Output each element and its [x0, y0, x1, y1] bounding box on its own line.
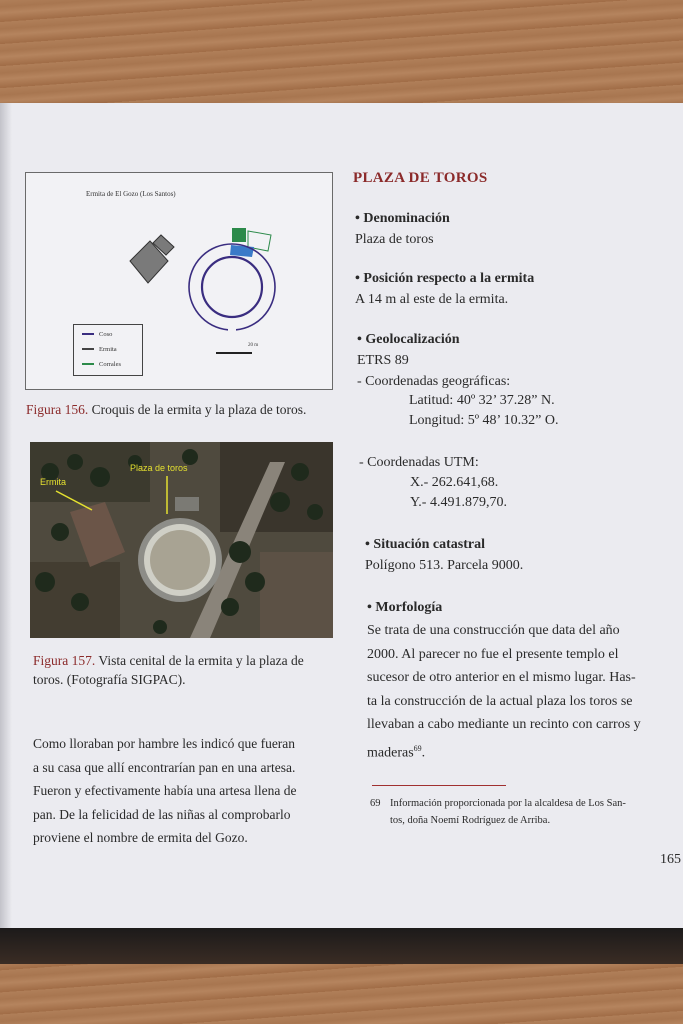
situacion-catastral-heading: • Situación catastral	[365, 537, 486, 552]
posicion-heading: • Posición respecto a la ermita	[355, 271, 535, 286]
morfologia-paragraph: Se trata de una construcción que data del año 2000. Al parecer no fue el presente templo el sucesor de otro anterior en el mismo lugar. Has- ta la construcción de la actual plaza los toros se llevaban a cabo mediante un recinto con carros y maderas$^{69}$.	[367, 619, 680, 765]
morfologia-heading: • Morfología	[367, 600, 443, 615]
page-number: 165	[660, 852, 681, 867]
denominacion-heading: • Denominación	[355, 211, 450, 226]
geo-datum: ETRS 89	[357, 353, 409, 368]
figure-156-caption	[26, 400, 306, 419]
label-ermita: Ermita	[40, 477, 67, 487]
footnote-rule	[372, 785, 506, 786]
morfologia-last-line: maderas$^{69}$.	[367, 743, 426, 761]
label-plaza-de-toros: Plaza de toros	[130, 463, 188, 473]
posicion-text: A 14 m al este de la ermita.	[355, 292, 509, 307]
scale-bar	[216, 352, 252, 354]
footnote-number: 69	[370, 798, 381, 809]
caption-line-1: Figura 157. Vista cenital de la ermita y la plaza de	[33, 653, 304, 668]
footnote-reference: 69	[413, 743, 422, 753]
utm-label: - Coordenadas UTM:	[359, 455, 479, 470]
legend-item-corrales: Corrales	[74, 358, 142, 370]
hermitage-shape	[130, 235, 174, 283]
legend-swatch	[82, 348, 94, 350]
denominacion-text: Plaza de toros	[355, 232, 434, 247]
geolocalizacion-heading: • Geolocalización	[357, 332, 460, 347]
footnote: 69 Información proporcionada por la alcaldesa de Los San- tos, doña Noemí Rodríguez de Arriba.	[370, 795, 682, 829]
caption-line-2: toros. (Fotografía SIGPAC).	[33, 672, 186, 687]
page-spine-shadow	[0, 103, 12, 943]
caption-text: Croquis de la ermita y la plaza de toros.	[91, 402, 307, 417]
sketch-legend	[73, 324, 143, 376]
left-body-paragraph: Como lloraban por hambre les indicó que fueran a su casa que allí encontrarían pan en una artesa. Fueron y efectivamente había una artesa llena de pan. De la felicidad de las niñas al comprobarlo proviene el nombre de ermita del Gozo.	[33, 736, 297, 845]
figure-157-aerial-photo	[30, 442, 333, 638]
utm-y: Y.- 4.491.879,70.	[410, 495, 507, 510]
geo-coords-label: - Coordenadas geográficas:	[357, 374, 511, 389]
figure-157-caption	[33, 651, 353, 689]
section-title: PLAZA DE TOROS	[353, 170, 488, 186]
situacion-catastral-text: Polígono 513. Parcela 9000.	[365, 558, 524, 573]
utm-x: X.- 262.641,68.	[410, 475, 499, 490]
legend-item-ermita: Ermita	[74, 343, 142, 355]
bullring-aerial	[138, 518, 222, 602]
figure-label: Figura 156.	[26, 402, 89, 417]
figure-label: Figura 157.	[33, 653, 96, 668]
legend-swatch	[82, 363, 94, 365]
legend-swatch	[82, 333, 94, 335]
figure-156-sketch	[25, 172, 333, 390]
blue-annex-shape	[230, 245, 254, 257]
sketch-title: Ermita de El Gozo (Los Santos)	[86, 190, 176, 198]
scale-label: 20 m	[248, 343, 259, 348]
page-bottom-edge-shadow	[0, 928, 683, 964]
latitud: Latitud: 40º 32’ 37.28” N.	[409, 393, 555, 408]
legend-item-coso: Coso	[74, 328, 142, 340]
sketch-drawing	[26, 173, 332, 389]
bullring-coso-shape	[189, 244, 275, 333]
longitud: Longitud: 5º 48’ 10.32” O.	[409, 413, 559, 428]
